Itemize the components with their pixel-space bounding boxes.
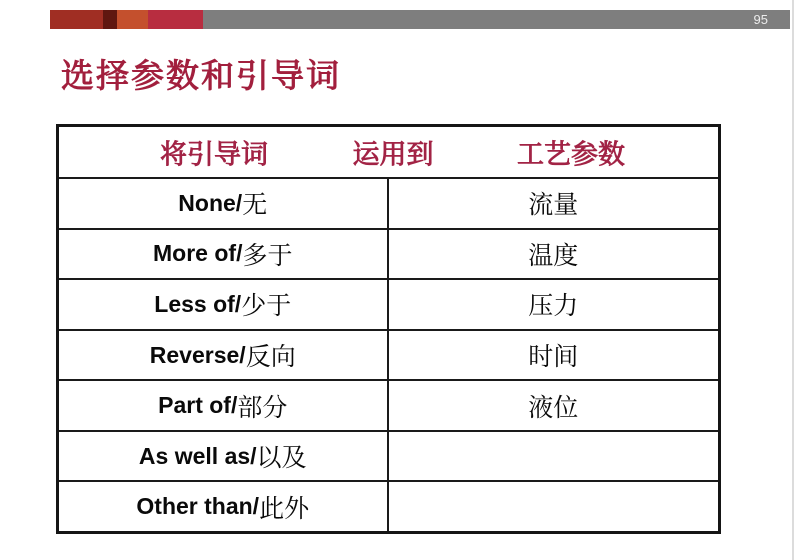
table-row bbox=[59, 228, 718, 279]
table-row bbox=[59, 430, 718, 481]
parameter-cell bbox=[389, 280, 719, 329]
parameter-text: 流量 bbox=[528, 192, 579, 220]
parameter-text: 时间 bbox=[528, 344, 579, 372]
guideword-chinese: 反向 bbox=[245, 344, 296, 372]
guideword-english: As well as/ bbox=[138, 442, 257, 469]
guideword-cell bbox=[59, 381, 389, 430]
guideword-cell bbox=[59, 432, 389, 481]
guideword-english: Part of/ bbox=[158, 392, 238, 419]
accent-block-maroon bbox=[103, 10, 117, 29]
parameter-cell bbox=[389, 381, 719, 430]
slide-edge-line bbox=[792, 0, 794, 560]
parameter-cell bbox=[389, 230, 719, 279]
guideword-english: Less of/ bbox=[154, 290, 242, 317]
guideword-chinese: 多于 bbox=[242, 242, 293, 270]
guideword-english: More of/ bbox=[153, 240, 243, 267]
table-row bbox=[59, 379, 718, 430]
parameter-cell bbox=[389, 331, 719, 380]
header-process-parameter: 工艺参数 bbox=[517, 139, 625, 170]
parameter-text: 压力 bbox=[528, 293, 579, 321]
parameter-cell bbox=[389, 179, 719, 228]
top-accent-bar bbox=[50, 10, 790, 29]
header-guideword: 将引导词 bbox=[160, 139, 268, 170]
guideword-cell bbox=[59, 179, 389, 228]
guideword-english: Other than/ bbox=[136, 493, 260, 520]
guideword-english: Reverse/ bbox=[149, 341, 246, 368]
guideword-cell bbox=[59, 280, 389, 329]
table-row bbox=[59, 177, 718, 228]
guideword-chinese: 无 bbox=[242, 192, 268, 220]
guideword-cell bbox=[59, 331, 389, 380]
accent-block-orange bbox=[117, 10, 148, 29]
slide-title: 选择参数和引导词 bbox=[61, 59, 341, 95]
guideword-cell bbox=[59, 482, 389, 531]
guideword-parameter-table bbox=[56, 124, 721, 534]
guideword-chinese: 此外 bbox=[259, 495, 310, 523]
page-number: 95 bbox=[753, 12, 768, 27]
guideword-chinese: 少于 bbox=[241, 293, 292, 321]
guideword-chinese: 部分 bbox=[237, 394, 288, 422]
parameter-text: 温度 bbox=[528, 242, 579, 270]
parameter-text: 液位 bbox=[528, 394, 579, 422]
parameter-cell bbox=[389, 432, 719, 481]
accent-bar-gray bbox=[203, 10, 790, 29]
accent-block-brick bbox=[50, 10, 103, 29]
guideword-english: None/ bbox=[178, 189, 243, 216]
table-row bbox=[59, 480, 718, 531]
parameter-cell bbox=[389, 482, 719, 531]
table-header-row bbox=[59, 127, 718, 177]
table-row bbox=[59, 278, 718, 329]
table-row bbox=[59, 329, 718, 380]
header-apply-to: 运用到 bbox=[352, 139, 434, 170]
guideword-cell bbox=[59, 230, 389, 279]
guideword-chinese: 以及 bbox=[256, 445, 307, 473]
accent-block-crimson bbox=[148, 10, 203, 29]
